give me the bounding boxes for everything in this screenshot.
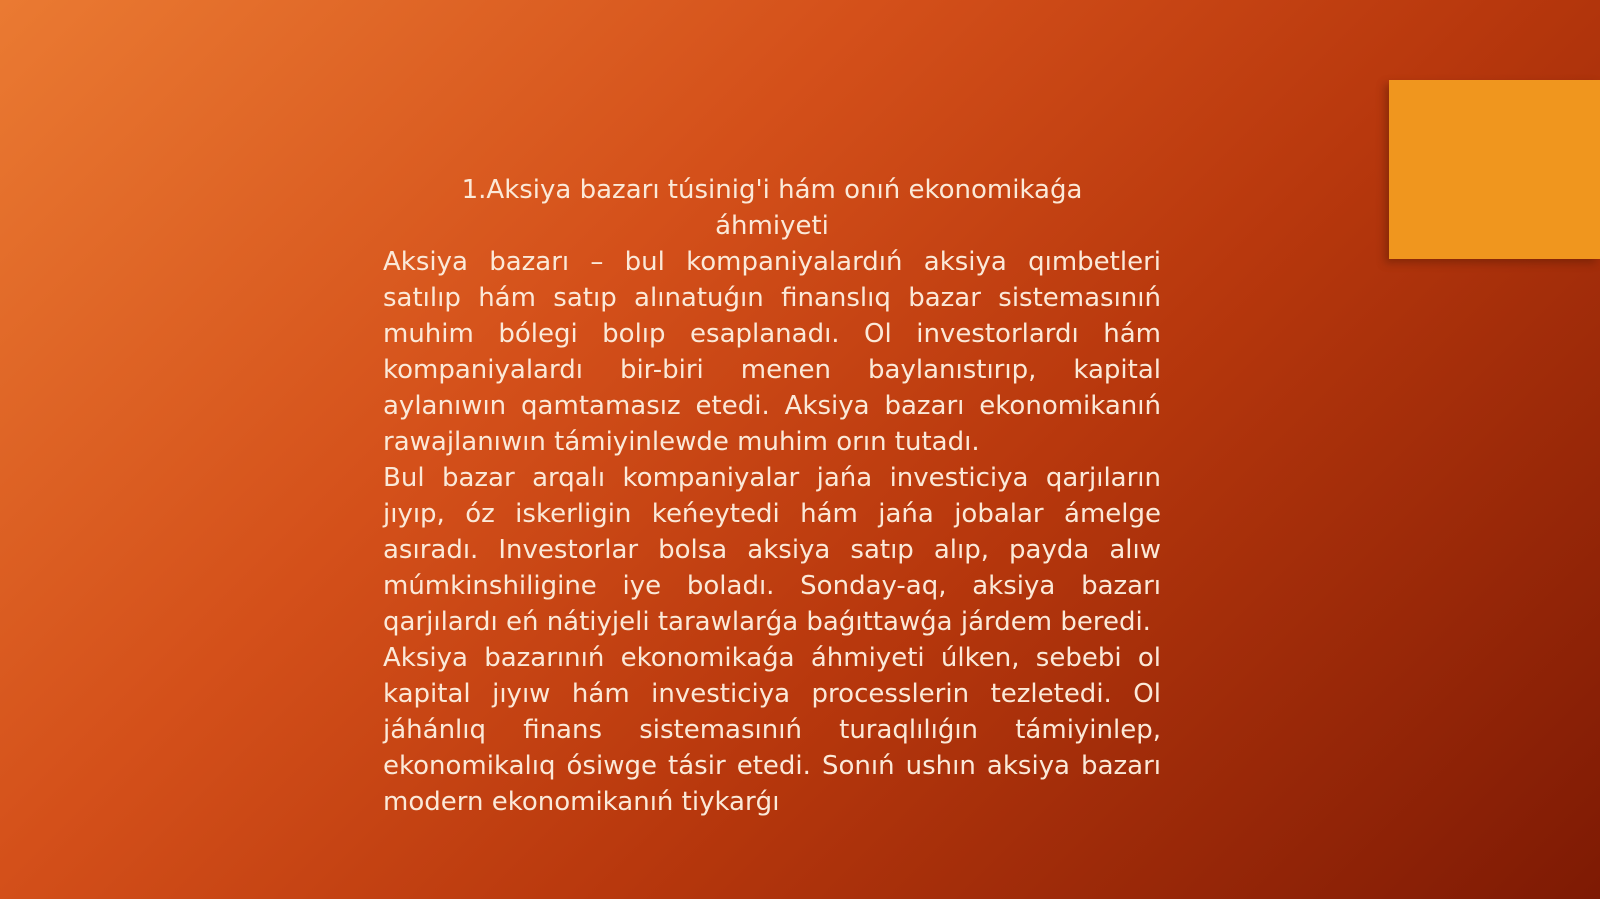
paragraph-importance: Aksiya bazarınıń ekonomikaǵa áhmiyeti úlken, sebebi ol kapital jıyıw hám investiciya processlerin tezletedi. Ol jáhánlıq finans sistemasınıń turaqlılıǵın támiyinlep, ekonomikalıq ósiwge tásir etedi. Sonıń ushın aksiya bazarı modern ekonomikanıń tiykarǵı	[383, 643, 1161, 817]
accent-rectangle	[1389, 80, 1600, 259]
slide-title: 1.Aksiya bazarı túsinig'i hám onıń ekonomikaǵa áhmiyeti	[461, 175, 1083, 241]
paragraph-definition: Aksiya bazarı – bul kompaniyalardıń aksiya qımbetleri satılıp hám satıp alınatuǵın finanslıq bazar sistemasınıń muhim bólegi bolıp esaplanadı. Ol investorlardı hám kompaniyalardı bir-biri menen baylanıstırıp, kapital aylanıwın qamtamasız etedi. Aksiya bazarı ekonomikanıń rawajlanıwın támiyinlewde muhim orın tutadı.	[383, 247, 1161, 457]
slide-text-block	[383, 172, 1161, 820]
paragraph-mechanism: Bul bazar arqalı kompaniyalar jańa investiciya qarjıların jıyıp, óz iskerligin keńeytedi hám jańa jobalar ámelge asıradı. Investorlar bolsa aksiya satıp alıp, payda alıw múmkinshiligine iye boladı. Sonday-aq, aksiya bazarı qarjılardı eń nátiyjeli tarawlarǵa baǵıttawǵa járdem beredi.	[383, 463, 1161, 637]
